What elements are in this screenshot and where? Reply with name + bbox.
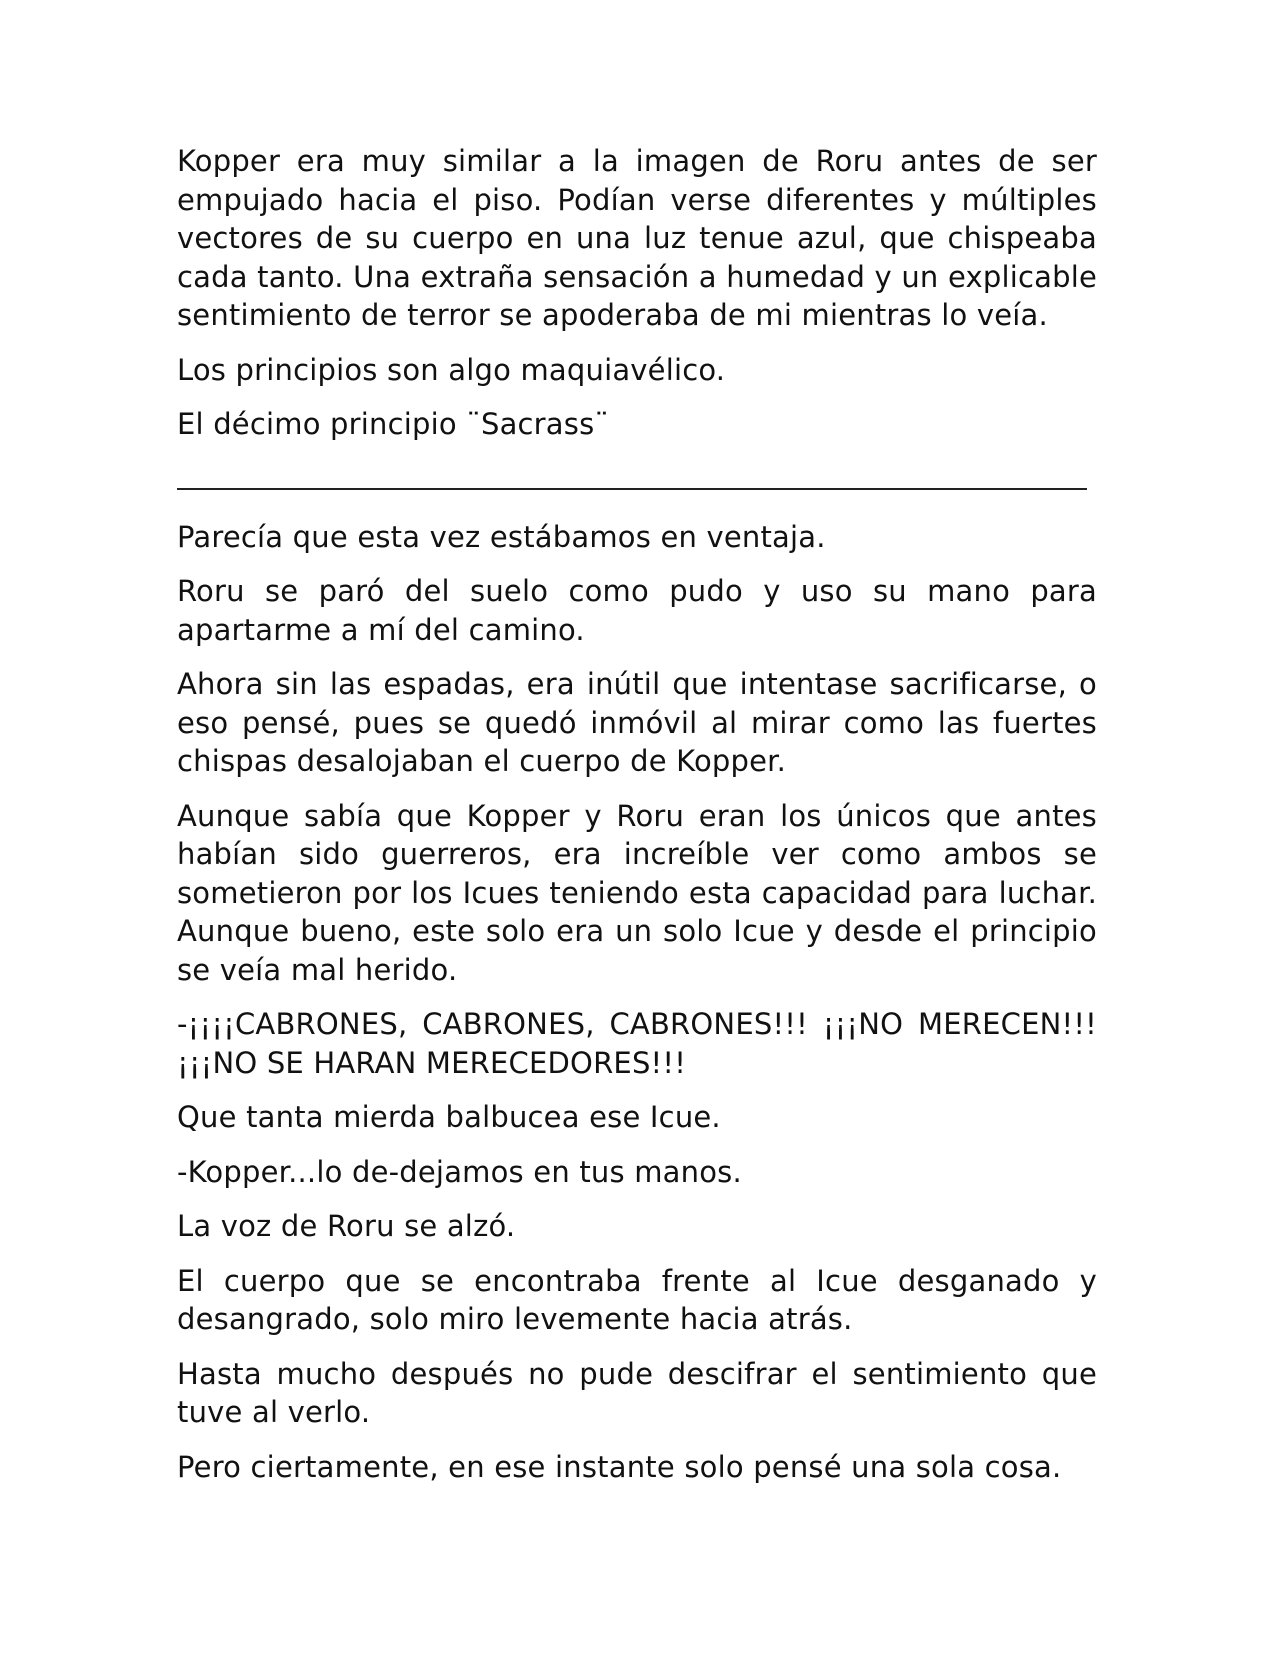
- body-text: [177, 142, 1097, 1502]
- paragraph: Que tanta mierda balbucea ese Icue.: [177, 1100, 721, 1134]
- paragraph: Parecía que esta vez estábamos en ventaja.: [177, 519, 826, 554]
- section-divider: [177, 488, 1087, 490]
- section-before-break: [177, 142, 1097, 444]
- paragraph: Kopper era muy similar a la imagen de Roru antes de ser empujado hacia el piso. Podían verse diferentes y múltiples vectores de su cuerpo en una luz tenue azul, que chispeaba cada tanto. Una extraña sensación a humedad y un explicable sentimiento de terror se apoderaba de mi mientras lo veía.: [177, 144, 1097, 332]
- paragraph: Los principios son algo maquiavélico.: [177, 352, 726, 387]
- paragraph: Aunque sabía que Kopper y Roru eran los únicos que antes habían sido guerreros, era increíble ver como ambos se sometieron por los Icues teniendo esta capacidad para luchar. Aunque bueno, este solo era un solo Icue y desde el principio se veía mal herido.: [177, 798, 1097, 987]
- dialogue-paragraph: -Kopper...lo de-dejamos en tus manos.: [177, 1154, 742, 1189]
- paragraph: Roru se paró del suelo como pudo y uso su mano para apartarme a mí del camino.: [177, 574, 1097, 647]
- paragraph: El cuerpo que se encontraba frente al Icue desganado y desangrado, solo miro levemente hacia atrás.: [177, 1263, 1097, 1336]
- section-after-break: [177, 518, 1097, 1487]
- dialogue-paragraph: -¡¡¡¡CABRONES, CABRONES, CABRONES!!! ¡¡¡NO MERECEN!!! ¡¡¡NO SE HARAN MERECEDORES!!!: [177, 1007, 1097, 1080]
- paragraph: La voz de Roru se alzó.: [177, 1209, 516, 1243]
- paragraph: Ahora sin las espadas, era inútil que intentase sacrificarse, o eso pensé, pues se quedó inmóvil al mirar como las fuertes chispas desalojaban el cuerpo de Kopper.: [177, 667, 1097, 778]
- paragraph: Pero ciertamente, en ese instante solo pensé una sola cosa.: [177, 1449, 1062, 1484]
- paragraph: Hasta mucho después no pude descifrar el sentimiento que tuve al verlo.: [177, 1356, 1097, 1429]
- paragraph: El décimo principio ¨Sacrass¨: [177, 407, 610, 441]
